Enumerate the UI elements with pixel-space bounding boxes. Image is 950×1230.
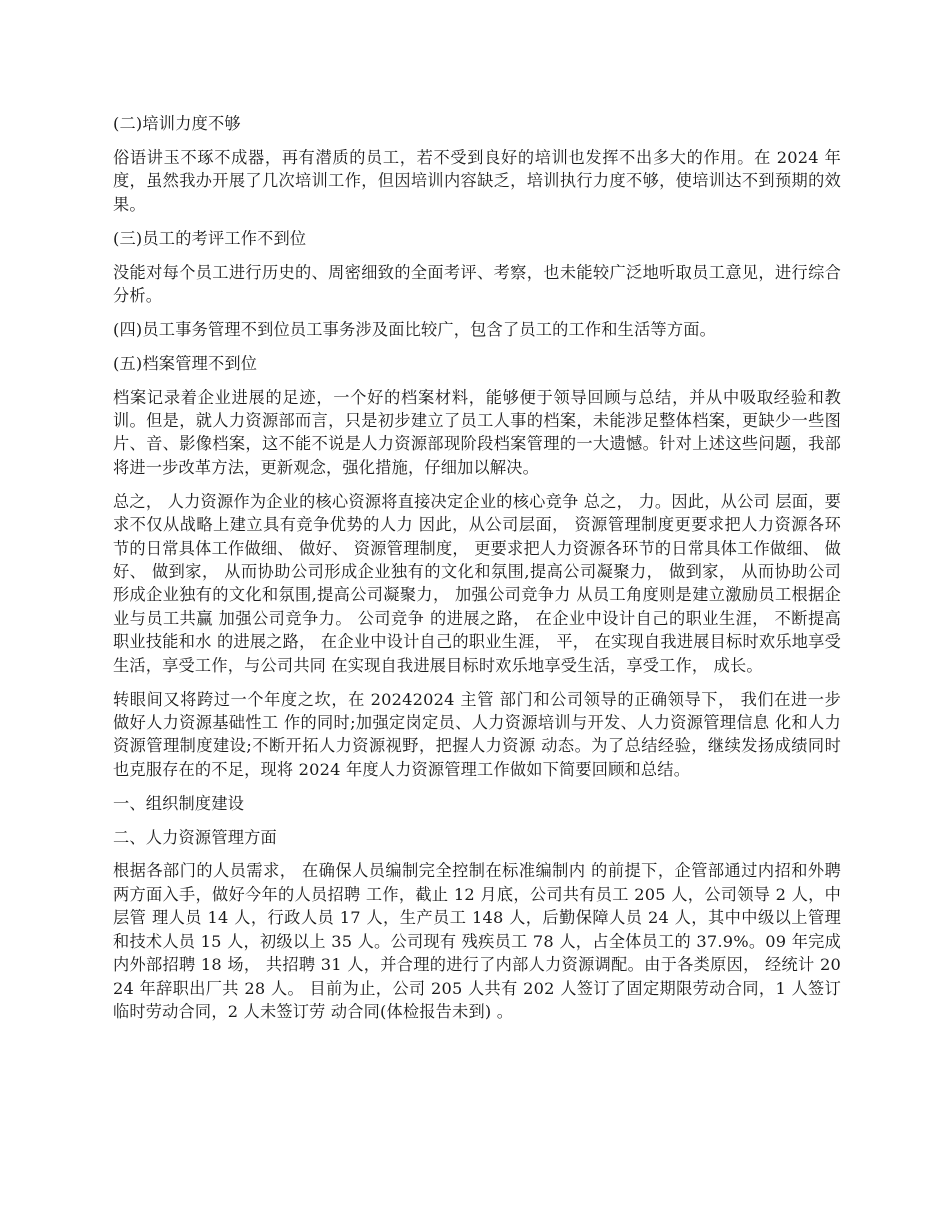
paragraph-training: 俗语讲玉不琢不成器，再有潜质的员工，若不受到良好的培训也发挥不出多大的作用。在 2024 年度，虽然我办开展了几次培训工作，但因培训内容缺乏，培训执行力度不够，使培训达不到预期的效果。 [113, 147, 841, 214]
section-heading-organization: 一、组织制度建设 [113, 793, 245, 813]
paragraph-review-intro: 转眼间又将跨过一个年度之坎，在 20242024 主管 部门和公司领导的正确领导下， 我们在进一步做好人力资源基础性工 作的同时;加强定岗定员、人力资源培训与开发、人力资源管理信息 化和人力资源管理制度建设;不断开拓人力资源视野，把握人力资源 动态。为了总结经验，继续发扬成绩同时也克服存在的不足，现将 2024 年度人力资源管理工作做如下简要回顾和总结。 [113, 689, 841, 779]
paragraph-archives: 档案记录着企业进展的足迹，一个好的档案材料，能够便于领导回顾与总结，并从中吸取经验和教训。但是，就人力资源部而言，只是初步建立了员工人事的档案，未能涉足整体档案，更缺少一些图片、音、影像档案，这不能不说是人力资源部现阶段档案管理的一大遗憾。针对上述这些问题，我部将进一步改革方法，更新观念，强化措施，仔细加以解决。 [113, 387, 841, 477]
paragraph-summary: 总之， 人力资源作为企业的核心资源将直接决定企业的核心竞争 总之， 力。因此，从公司 层面，要求不仅从战略上建立具有竞争优势的人力 因此，从公司层面， 资源管理制度更要求把人力资源各环节的日常具体工作做细、 做好、 资源管理制度， 更要求把人力资源各环节的日常具体工作做细、 做好、 做到家， 从而协助公司形成企业独有的文化和氛围,提高公司凝聚力， 做到家， 从而协助公司形成企业独有的文化和氛围,提高公司凝聚力， 加强公司竞争力 从员工角度则是建立激励员工根据企业与员工共赢 加强公司竞争力。 公司竞争 的进展之路， 在企业中设计自己的职业生涯， 不断提高职业技能和水 的进展之路， 在企业中设计自己的职业生涯， 平， 在实现自我进展目标时欢乐地享受生活，享受工作，与公司共同 在实现自我进展目标时欢乐地享受生活，享受工作， 成长。 [113, 491, 841, 675]
section-heading-training: (二)培训力度不够 [113, 114, 241, 133]
paragraph-affairs: (四)员工事务管理不到位员工事务涉及面比较广，包含了员工的工作和生活等方面。 [113, 319, 716, 339]
paragraph-evaluation: 没能对每个员工进行历史的、周密细致的全面考评、考察，也未能较广泛地听取员工意见，进行综合分析。 [113, 262, 841, 305]
document-page [113, 112, 841, 1034]
section-heading-evaluation: (三)员工的考评工作不到位 [113, 228, 307, 248]
paragraph-recruitment: 根据各部门的人员需求， 在确保人员编制完全控制在标准编制内 的前提下，企管部通过内招和外聘两方面入手，做好今年的人员招聘 工作，截止 12 月底，公司共有员工 205 人，公司领导 2 人，中层管 理人员 14 人，行政人员 17 人，生产员工 148 人，后勤保障人员 24 人，其中中级以上管理和技术人员 15 人，初级以上 35 人。公司现有 残疾员工 78 人，占全体员工的 37.9%。09 年完成内外部招聘 18 场， 共招聘 31 人，并合理的进行了内部人力资源调配。由于各类原因， 经统计 2024 年辞职出厂共 28 人。 目前为止，公司 205 人共有 202 人签订了固定期限劳动合同，1 人签订临时劳动合同，2 人未签订劳 动合同(体检报告未到) 。 [113, 861, 841, 1021]
section-heading-archives: (五)档案管理不到位 [113, 353, 258, 373]
section-heading-hr-management: 二、人力资源管理方面 [113, 827, 277, 847]
